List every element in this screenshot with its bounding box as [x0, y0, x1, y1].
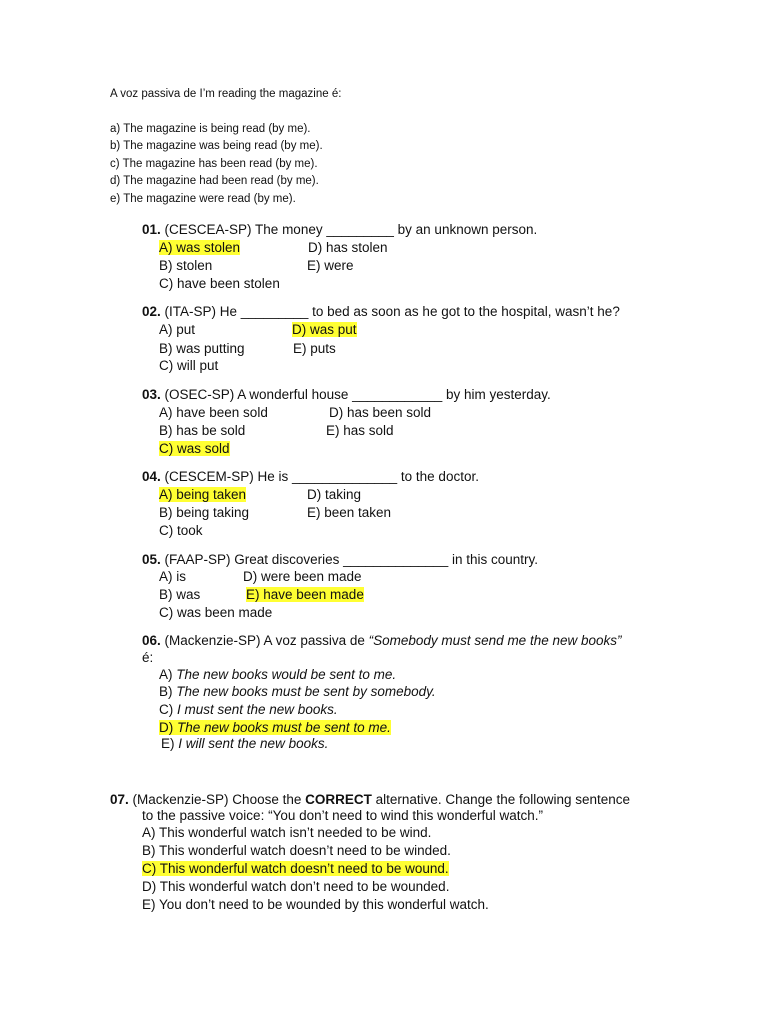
q04-option-e: E) been taken [307, 505, 392, 520]
question-text: (FAAP-SP) Great discoveries ______________ in this country. [160, 552, 538, 567]
q01-option-b: B) stolen [159, 258, 213, 273]
q06-option-e: E) I will sent the new books. [161, 736, 329, 751]
question-04-stem [142, 469, 479, 484]
q03-option-a: A) have been sold [159, 405, 268, 420]
question-number: 02. [142, 304, 161, 319]
q04-option-a-answer: A) being taken [159, 487, 247, 502]
q02-option-a: A) put [159, 322, 196, 337]
q05-option-e-answer: E) have been made [246, 587, 364, 602]
question-05-stem [142, 552, 538, 567]
question-number: 06. [142, 633, 161, 648]
q04-option-b: B) being taking [159, 505, 250, 520]
q07-option-c-answer: C) This wonderful watch doesn’t need to be wound. [142, 861, 449, 876]
q01-option-e: E) were [307, 258, 354, 273]
q05-option-a: A) is [159, 569, 186, 584]
intro-option-e: e) The magazine were read (by me). [110, 193, 296, 205]
question-number: 01. [142, 222, 161, 237]
question-text: (CESCEA-SP) The money _________ by an unknown person. [160, 222, 538, 237]
intro-option-b: b) The magazine was being read (by me). [110, 140, 323, 152]
intro-option-d: d) The magazine had been read (by me). [110, 175, 319, 187]
question-text: (CESCEM-SP) He is ______________ to the doctor. [160, 469, 479, 484]
q04-option-c: C) took [159, 523, 203, 538]
question-number: 07. [110, 792, 129, 807]
q06-option-b: B) The new books must be sent by somebody. [159, 684, 436, 699]
q07-option-b: B) This wonderful watch doesn’t need to be winded. [142, 843, 451, 858]
q05-option-c: C) was been made [159, 605, 273, 620]
q06-option-a: A) The new books would be sent to me. [159, 667, 397, 682]
question-text: (Mackenzie-SP) A voz passiva de [160, 633, 369, 648]
q07-option-a: A) This wonderful watch isn’t needed to be wind. [142, 825, 432, 840]
question-number: 03. [142, 387, 161, 402]
question-03-stem [142, 387, 551, 402]
question-07-stem: 07. (Mackenzie-SP) Choose the CORRECT alternative. Change the following sentence [110, 792, 631, 807]
q04-option-d: D) taking [307, 487, 362, 502]
q05-option-d: D) were been made [243, 569, 362, 584]
q02-option-e: E) puts [293, 341, 336, 356]
q06-option-c: C) I must sent the new books. [159, 702, 338, 717]
intro-question: A voz passiva de I’m reading the magazine é: [110, 88, 342, 100]
question-text: (ITA-SP) He _________ to bed as soon as he got to the hospital, wasn’t he? [160, 304, 620, 319]
q02-option-d-answer: D) was put [292, 322, 357, 337]
q01-option-a-answer: A) was stolen [159, 240, 241, 255]
question-07-stem-line2: to the passive voice: “You don’t need to wind this wonderful watch.” [142, 808, 543, 823]
emphasis-correct: CORRECT [305, 792, 372, 807]
q02-option-b: B) was putting [159, 341, 245, 356]
question-number: 04. [142, 469, 161, 484]
q05-option-b: B) was [159, 587, 201, 602]
question-02-stem [142, 304, 620, 319]
intro-option-a: a) The magazine is being read (by me). [110, 123, 311, 135]
q06-option-d-answer: D) The new books must be sent to me. [159, 720, 391, 735]
q02-option-c: C) will put [159, 358, 219, 373]
question-quote: “Somebody must send me the new books” [368, 633, 622, 648]
q01-option-c: C) have been stolen [159, 276, 280, 291]
q01-option-d: D) has stolen [308, 240, 388, 255]
q03-option-c-answer: C) was sold [159, 441, 230, 456]
question-number: 05. [142, 552, 161, 567]
q03-option-d: D) has been sold [329, 405, 432, 420]
q07-option-e: E) You don’t need to be wounded by this wonderful watch. [142, 897, 489, 912]
q07-option-d: D) This wonderful watch don’t need to be wounded. [142, 879, 450, 894]
q03-option-b: B) has be sold [159, 423, 246, 438]
q03-option-e: E) has sold [326, 423, 394, 438]
question-text: (OSEC-SP) A wonderful house ____________ by him yesterday. [160, 387, 551, 402]
intro-option-c: c) The magazine has been read (by me). [110, 158, 318, 170]
question-06-stem [142, 633, 622, 648]
question-01-stem [142, 222, 537, 237]
question-06-stem-end: é: [142, 650, 154, 665]
